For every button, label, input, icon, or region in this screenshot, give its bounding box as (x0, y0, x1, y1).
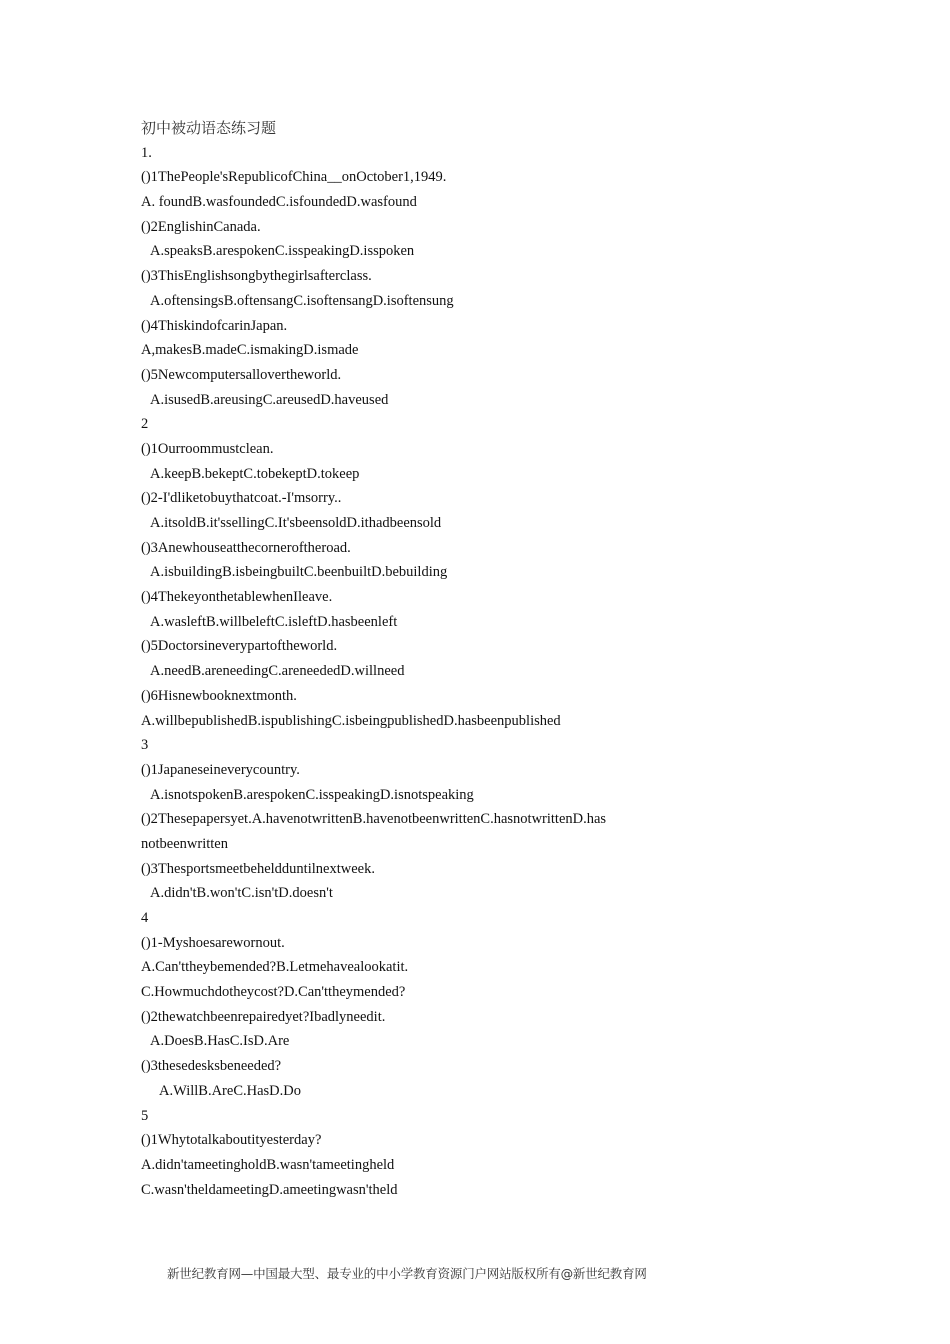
text-line: A.itsoldB.it'ssellingC.It'sbeensoldD.ithadbeensold (150, 515, 442, 531)
text-line: A.needB.areneedingC.areneededD.willneed (150, 663, 405, 680)
document-title: 初中被动语态练习题 (141, 119, 277, 137)
text-line: notbeenwritten (141, 835, 228, 852)
text-line: 4 (141, 910, 149, 926)
text-line: A. foundB.wasfoundedC.isfoundedD.wasfound (141, 194, 417, 211)
text-line: A.wasleftB.willbeleftC.isleftD.hasbeenleft (150, 613, 398, 630)
text-line: 5 (141, 1107, 149, 1124)
text-line: ()3Anewhouseatthecorneroftheroad. (141, 539, 351, 556)
text-line: ()1-Myshoesarewornout. (141, 934, 285, 951)
document-body (141, 116, 701, 1202)
text-line: A.DoesB.HasC.IsD.Are (150, 1033, 290, 1050)
text-line: ()5Newcomputersallovertheworld. (141, 366, 342, 383)
text-line: 3 (141, 737, 149, 754)
text-line: ()3Thesportsmeetbeheldduntilnextweek. (141, 860, 375, 877)
text-line: A.speaksB.arespokenC.isspeakingD.isspoken (150, 243, 415, 260)
text-line: A,makesB.madeC.ismakingD.ismade (141, 342, 359, 359)
text-line: A.keepB.bekeptC.tobekeptD.tokeep (150, 465, 360, 482)
text-line: ()2-I'dliketobuythatcoat.-I'msorry.. (141, 490, 342, 507)
text-line: A.didn'tameetingholdB.wasn'tameetingheld (141, 1156, 395, 1173)
text-line: C.Howmuchdotheycost?D.Can'ttheymended? (141, 984, 406, 1001)
page-footer: 新世纪教育网—中国最大型、最专业的中小学教育资源门户网站版权所有@新世纪教育网 (167, 1266, 647, 1281)
text-line: A.didn'tB.won'tC.isn'tD.doesn't (150, 885, 333, 902)
text-line: ()2thewatchbeenrepairedyet?Ibadlyneedit. (141, 1008, 386, 1025)
document-lines (141, 141, 701, 1203)
text-line: ()3ThisEnglishsongbythegirlsafterclass. (141, 268, 372, 285)
text-line: ()2EnglishinCanada. (141, 218, 261, 235)
text-line: 2 (141, 416, 149, 433)
text-line: ()1Japaneseineverycountry. (141, 761, 300, 778)
text-line: A.isusedB.areusingC.areusedD.haveused (150, 391, 389, 408)
text-line: ()5Doctorsineverypartoftheworld. (141, 638, 338, 655)
text-line: ()6Hisnewbooknextmonth. (141, 687, 297, 704)
text-line: A.oftensingsB.oftensangC.isoftensangD.isoftensung (150, 292, 454, 309)
text-line: A.willbepublishedB.ispublishingC.isbeingpublishedD.hasbeenpublished (141, 712, 561, 729)
text-line: A.isnotspokenB.arespokenC.isspeakingD.isnotspeaking (150, 786, 474, 803)
text-line: ()4ThiskindofcarinJapan. (141, 317, 288, 334)
text-line: ()3thesedesksbeneeded? (141, 1058, 282, 1075)
text-line: A.isbuildingB.isbeingbuiltC.beenbuiltD.bebuilding (150, 564, 448, 581)
text-line: A.WillB.AreC.HasD.Do (159, 1082, 301, 1099)
text-line: ()4ThekeyonthetablewhenIleave. (141, 589, 333, 606)
text-line: ()2Thesepapersyet.A.havenotwrittenB.havenotbeenwrittenC.hasnotwrittenD.has (141, 811, 607, 828)
text-line: ()1Ourroommustclean. (141, 440, 274, 457)
text-line: C.wasn'theldameetingD.ameetingwasn'theld (141, 1181, 398, 1198)
text-line: ()1Whytotalkaboutityesterday? (141, 1132, 322, 1149)
text-line: ()1ThePeople'sRepublicofChina__onOctober1,1949. (141, 169, 447, 186)
text-line: 1. (141, 144, 152, 161)
text-line: A.Can'ttheybemended?B.Letmehavealookatit. (141, 959, 409, 976)
